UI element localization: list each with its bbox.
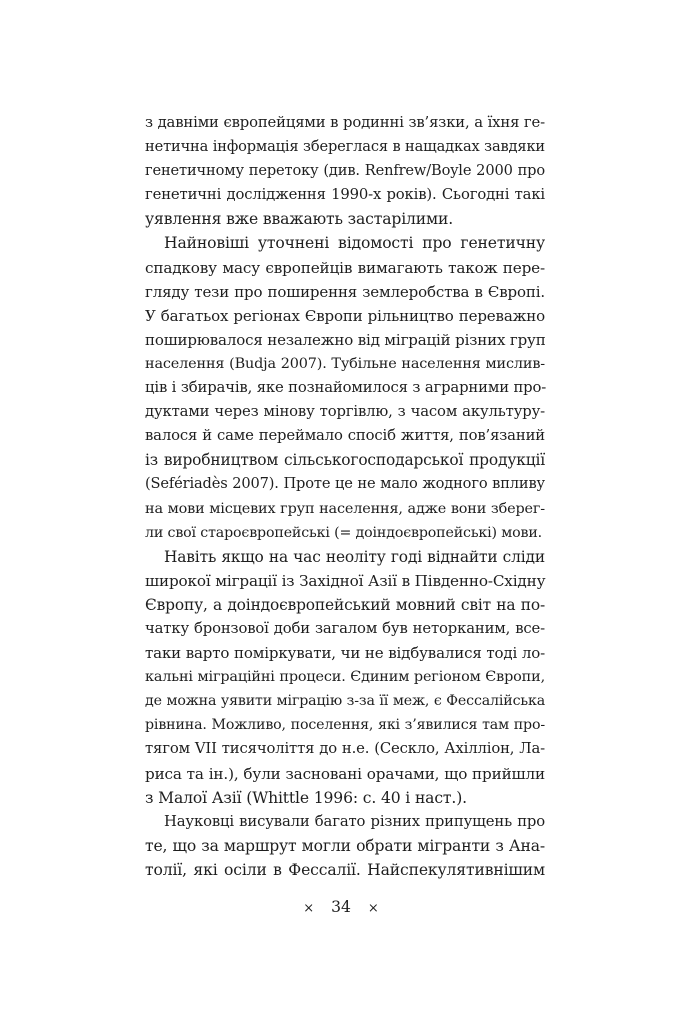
- text-line: з Малої Азії (Whittle 1996: с. 40 і наст.).: [145, 788, 467, 807]
- text-line: риса та ін.), були засновані орачами, що прийшли: [145, 764, 545, 783]
- text-line: спадкову масу європейців вимагають також пере-: [145, 258, 545, 277]
- text-line: кальні міграційні процеси. Єдиним регіоном Європи,: [145, 669, 545, 686]
- text-line: Навіть якщо на час неоліту годі віднайти сліди: [164, 547, 545, 566]
- text-line: таки варто поміркувати, чи не відбувалися тоді ло-: [145, 644, 545, 663]
- text-line: У багатьох регіонах Європи рільництво переважно: [145, 306, 545, 325]
- text-line: населення (Budja 2007). Тубільне населення мислив-: [145, 355, 545, 372]
- page-number: 34: [331, 898, 351, 916]
- text-line: на мови місцевих груп населення, адже вони зберег-: [145, 500, 545, 517]
- text-line: з давніми європейцями в родинні зв’язки, а їхня ге-: [145, 114, 545, 131]
- text-line: генетичні дослідження 1990-х років). Сьогодні такі: [145, 186, 545, 204]
- text-line: поширювалося незалежно від міграцій різних груп: [145, 330, 546, 349]
- text-line: гляду тези про поширення землеробства в Європі.: [145, 282, 545, 301]
- text-line: генетичному перетоку (див. Renfrew/Boyle 2000 про: [145, 162, 545, 180]
- page-footer: [0, 898, 682, 916]
- body-text: [145, 111, 545, 882]
- text-line: рівнина. Можливо, поселення, які з’явилися там про-: [145, 717, 545, 734]
- footer-ornament-right: ×: [367, 901, 379, 916]
- text-line: Найновіші уточнені відомості про генетичну: [164, 234, 545, 253]
- text-line: Європу, а доіндоєвропейський мовний світ на по-: [145, 595, 545, 614]
- text-line: із виробництвом сільськогосподарської продукції: [145, 451, 545, 470]
- text-line: толії, які осіли в Фессалії. Найспекулятивнішим: [145, 860, 545, 879]
- text-line: дуктами через мінову торгівлю, з часом акультуру-: [145, 403, 545, 421]
- text-line: ли свої староєвропейські (= доіндоєвропейські) мови.: [145, 524, 543, 541]
- text-line: тягом VII тисячоліття до н.е. (Сескло, Ахілліон, Ла-: [145, 740, 545, 758]
- text-line: чатку бронзової доби загалом був неторканим, все-: [145, 619, 545, 637]
- text-line: ців і збирачів, яке познайомилося з аграрними про-: [145, 379, 547, 397]
- text-line: те, що за маршрут могли обрати мігранти з Ана-: [145, 836, 545, 855]
- text-line: валося й саме переймало спосіб життя, пов’язаний: [145, 427, 545, 445]
- text-line: нетична інформація збереглася в нащадках завдяки: [145, 138, 545, 156]
- footer-ornament-left: ×: [303, 901, 315, 916]
- text-line: широкої міграції із Західної Азії в Південно-Східну: [145, 571, 546, 590]
- text-line: (Sеfériadès 2007). Проте це не мало жодного впливу: [145, 475, 545, 493]
- text-line: уявлення вже вважають застарілими.: [145, 210, 454, 229]
- text-line: де можна уявити міграцію з-за її меж, є Фессалійська: [145, 693, 545, 710]
- text-line: Науковці висували багато різних припущень про: [164, 812, 545, 830]
